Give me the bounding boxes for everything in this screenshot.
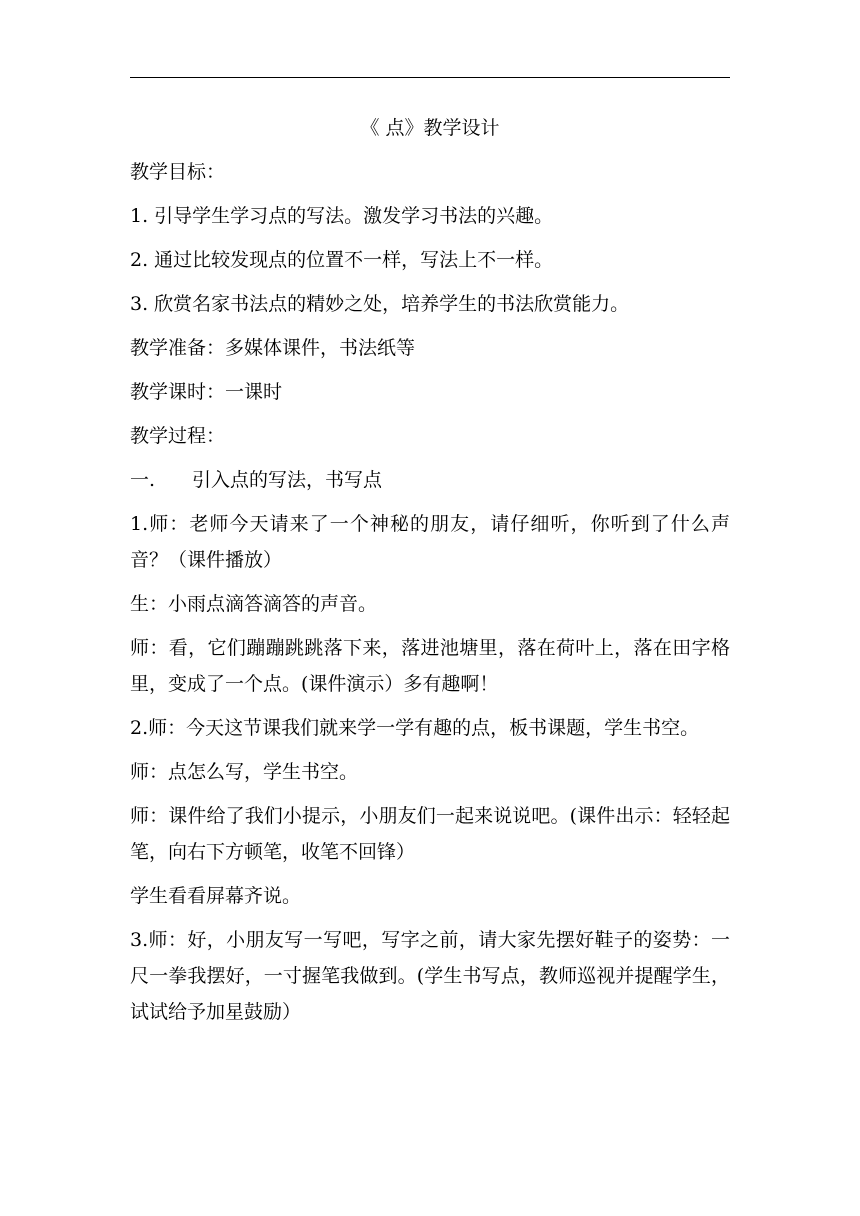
part-one-heading [130, 462, 730, 498]
objective-item-1: 1. 引导学生学习点的写法。激发学习书法的兴趣。 [130, 205, 554, 227]
part-one-title: 引入点的写法，书写点 [192, 469, 383, 491]
document-title: 《 点》教学设计 [360, 117, 500, 139]
paragraph-8: 3.师：好，小朋友写一写吧，写字之前，请大家先摆好鞋子的姿势：一尺一拳我摆好，一寸握笔我做到。(学生书写点，教师巡视并提醒学生，试试给予加星鼓励） [130, 929, 730, 1023]
paragraph-6: 师：课件给了我们小提示，小朋友们一起来说说吧。(课件出示：轻轻起笔，向右下方顿笔，收笔不回锋） [130, 805, 730, 863]
document-body [130, 110, 730, 1038]
header-rule [130, 77, 730, 78]
objectives-heading: 教学目标： [130, 161, 226, 183]
paragraph-7: 学生看看屏幕齐说。 [130, 885, 302, 907]
objective-item-2: 2. 通过比较发现点的位置不一样，写法上不一样。 [130, 249, 554, 271]
paragraph-3: 师：看，它们蹦蹦跳跳落下来，落进池塘里，落在荷叶上，落在田字格里，变成了一个点。(课件演示）多有趣啊！ [130, 637, 730, 695]
paragraph-2: 生：小雨点滴答滴答的声音。 [130, 593, 378, 615]
paragraph-5: 师：点怎么写，学生书空。 [130, 761, 359, 783]
paragraph-4: 2.师：今天这节课我们就来学一学有趣的点，板书课题，学生书空。 [130, 717, 700, 739]
preparation-line: 教学准备：多媒体课件，书法纸等 [130, 337, 416, 359]
objective-item-3: 3. 欣赏名家书法点的精妙之处，培养学生的书法欣赏能力。 [130, 293, 630, 315]
part-one-number: 一. [130, 469, 156, 491]
process-heading: 教学过程： [130, 425, 226, 447]
paragraph-1: 1.师：老师今天请来了一个神秘的朋友，请仔细听，你听到了什么声音？（课件播放） [130, 513, 730, 571]
class-hours-line: 教学课时：一课时 [130, 381, 283, 403]
